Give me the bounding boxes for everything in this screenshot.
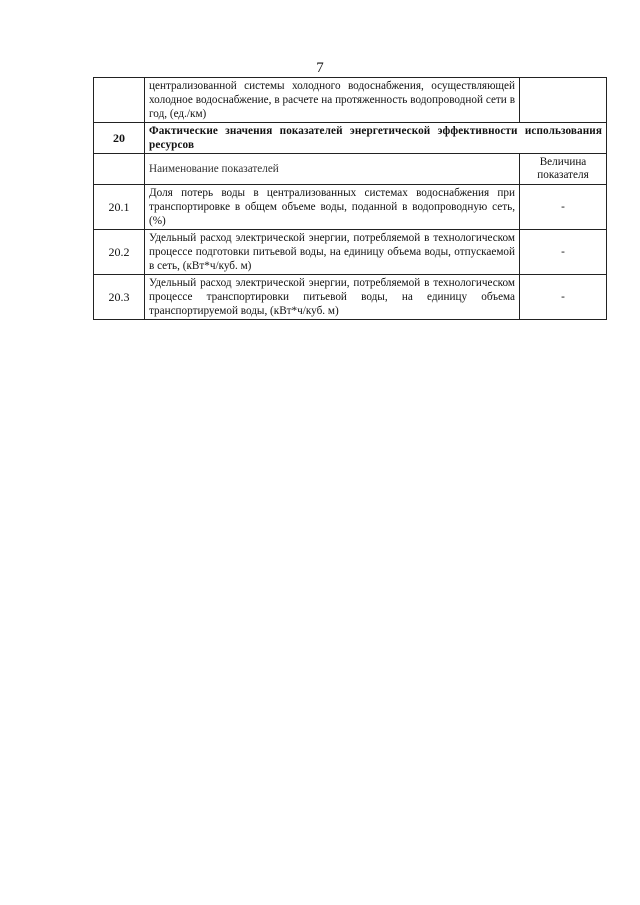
header-row <box>94 154 607 185</box>
row-value <box>520 78 607 123</box>
row-value: - <box>520 185 607 230</box>
indicators-table <box>93 77 607 320</box>
header-value: Величина показателя <box>520 154 607 185</box>
table-row <box>94 230 607 275</box>
row-value: - <box>520 275 607 320</box>
table-row-continuation <box>94 78 607 123</box>
page-number: 7 <box>316 60 324 76</box>
row-description: Доля потерь воды в централизованных системах водоснабжения при транспортировке в общем объеме воды, поданной в водопроводную сеть, (%) <box>145 185 520 230</box>
row-value: - <box>520 230 607 275</box>
section-row <box>94 123 607 154</box>
row-number <box>94 78 145 123</box>
row-number: 20.1 <box>94 185 145 230</box>
row-number: 20.2 <box>94 230 145 275</box>
row-number: 20.3 <box>94 275 145 320</box>
table-row <box>94 185 607 230</box>
row-description: централизованной системы холодного водоснабжения, осуществляющей холодное водоснабжение, в расчете на протяженность водопроводной сети в год, (ед./км) <box>145 78 520 123</box>
row-description: Удельный расход электрической энергии, потребляемой в технологическом процессе подготовки питьевой воды, на единицу объема воды, отпускаемой в сеть, (кВт*ч/куб. м) <box>145 230 520 275</box>
section-number: 20 <box>94 123 145 154</box>
row-description: Удельный расход электрической энергии, потребляемой в технологическом процессе транспортировки питьевой воды, на единицу объема транспортируемой воды, (кВт*ч/куб. м) <box>145 275 520 320</box>
section-title: Фактические значения показателей энергетической эффективности использования ресурсов <box>145 123 607 154</box>
header-empty-cell <box>94 154 145 185</box>
table-row <box>94 275 607 320</box>
header-name: Наименование показателей <box>145 154 520 185</box>
